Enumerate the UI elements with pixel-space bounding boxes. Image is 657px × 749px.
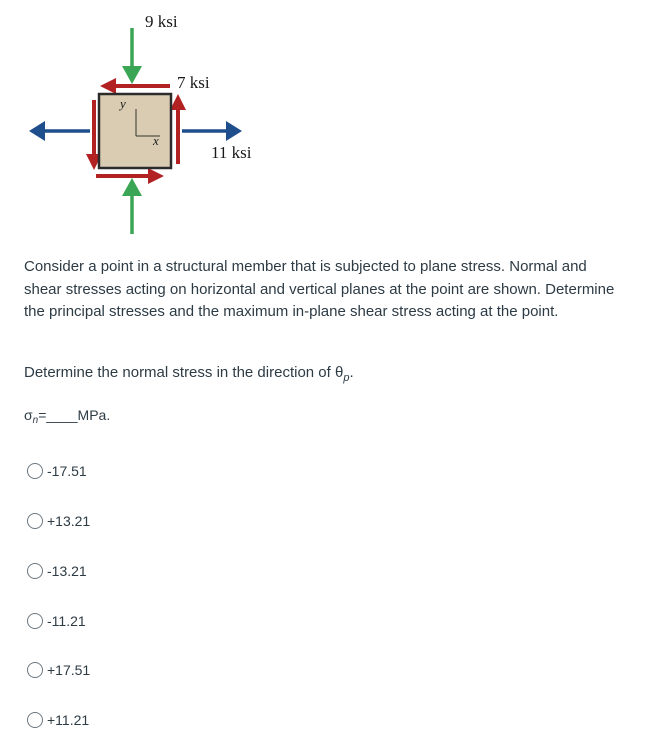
option-label: -17.51: [47, 463, 87, 479]
option-2[interactable]: [27, 511, 90, 531]
right-normal-arrow: [182, 121, 242, 141]
option-4[interactable]: [27, 611, 86, 631]
x-axis-label: x: [153, 133, 159, 148]
option-6[interactable]: [27, 710, 89, 730]
stress-element-figure: [0, 0, 300, 245]
bottom-normal-arrow: [122, 178, 142, 234]
sigma-symbol: σ: [24, 407, 33, 423]
prompt-text: Determine the normal stress in the direction of θ: [24, 364, 344, 381]
sigma-subscript: n: [32, 415, 39, 426]
top-normal-arrow: [122, 28, 142, 84]
y-axis-label: y: [120, 96, 126, 111]
radio-button[interactable]: [27, 463, 43, 479]
radio-button[interactable]: [27, 563, 43, 579]
option-1[interactable]: [27, 461, 87, 481]
prompt-end: .: [349, 364, 354, 381]
right-shear-arrow: [170, 94, 186, 164]
stress-element-square: [99, 94, 171, 168]
option-label: +17.51: [47, 662, 91, 678]
option-label: +13.21: [47, 513, 91, 529]
option-label: +11.21: [47, 712, 90, 728]
radio-button[interactable]: [27, 712, 43, 728]
radio-button[interactable]: [27, 662, 43, 678]
left-normal-arrow: [29, 121, 90, 141]
option-label: -11.21: [47, 613, 86, 629]
answer-blank: =____: [38, 407, 78, 423]
answer-blank-line: [24, 405, 110, 428]
stress-element-diagram: [0, 0, 300, 245]
shear-stress-label: 7 ksi: [177, 73, 210, 92]
top-shear-arrow: [100, 78, 170, 94]
option-label: -13.21: [47, 563, 87, 579]
radio-button[interactable]: [27, 513, 43, 529]
question-prompt: [24, 362, 354, 385]
radio-button[interactable]: [27, 613, 43, 629]
top-stress-label: 9 ksi: [145, 12, 178, 31]
prompt-subscript: p: [343, 372, 350, 384]
question-text: Consider a point in a structural member that is subjected to plane stress. Normal and shear stresses acting on horizontal and vertical planes at the point are shown. Determine the principal stresses and the maximum in-plane shear stress acting at the point.: [24, 258, 615, 320]
right-stress-label: 11 ksi: [211, 143, 252, 162]
option-5[interactable]: [27, 660, 90, 680]
answer-unit: MPa.: [77, 407, 111, 423]
option-3[interactable]: [27, 561, 87, 581]
